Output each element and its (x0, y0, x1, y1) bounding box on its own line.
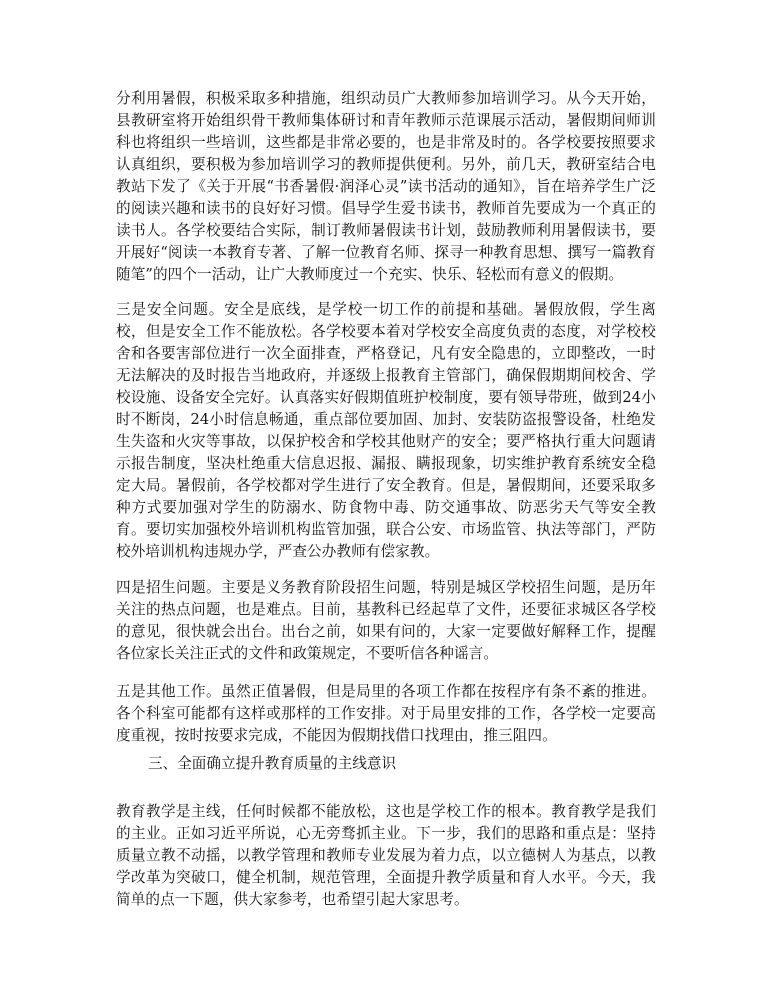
paragraph-other-work: 五是其他工作。虽然正值暑假，但是局里的各项工作都在按程序有条不紊的推进。各个科室可能都有这样或那样的工作安排。对于局里安排的工作，各学校一定要高度重视，按时按要求完成，不能因为假期找借口找理由，推三阻四。 (116, 683, 656, 744)
paragraph-training: 分利用暑假，积极采取多种措施，组织动员广大教师参加培训学习。从今天开始，县教研室将开始组织骨干教师集体研讨和青年教师示范课展示活动，暑假期间师训科也将组织一些培训，这些都是非常必要的，也是非常及时的。各学校要按照要求认真组织，要积极为参加培训学习的教师提供便利。另外，前几天，教研室结合电教站下发了《关于开展“书香暑假·润泽心灵”读书活动的通知》，旨在培养学生广泛的阅读兴趣和读书的良好好习惯。倡导学生爱书读书，教师首先要成为一个真正的读书人。各学校要结合实际，制订教师暑假读书计划，鼓励教师利用暑假读书，要开展好“阅读一本教育专著、了解一位教育名师、探寻一种教育思想、撰写一篇教育随笔”的四个一活动，让广大教师度过一个充实、快乐、轻松而有意义的假期。 (116, 90, 656, 283)
paragraph-safety: 三是安全问题。安全是底线，是学校一切工作的前提和基础。暑假放假，学生离校，但是安全工作不能放松。各学校要本着对学校安全高度负责的态度，对学校校舍和各要害部位进行一次全面排查，严格登记，凡有安全隐患的，立即整改，一时无法解决的及时报告当地政府，并逐级上报教育主管部门，确保假期期间校舍、学校设施、设备安全完好。认真落实好假期值班护校制度，要有领导带班，做到24小时不断岗，24小时信息畅通，重点部位要加固、加封、安装防盗报警设备，杜绝发生失盗和火灾等事故，以保护校舍和学校其他财产的安全；要严格执行重大问题请示报告制度，坚决杜绝重大信息迟报、漏报、瞒报现象，切实维护教育系统安全稳定大局。暑假前，各学校都对学生进行了安全教育。但是，暑假期间，还要采取多种方式要加强对学生的防溺水、防食物中毒、防交通事故、防恶劣天气等安全教育。要切实加强校外培训机构监管加强，联合公安、市场监管、执法等部门，严防校外培训机构违规办学，严查公办教师有偿家教。 (116, 301, 656, 560)
paragraph-enrollment: 四是招生问题。主要是义务教育阶段招生问题，特别是城区学校招生问题，是历年关注的热点问题，也是难点。目前，基教科已经起草了文件，还要征求城区各学校的意见，很快就会出台。出台之前，如果有问的，大家一定要做好解释工作，提醒各位家长关注正式的文件和政策规定，不要听信各种谣言。 (116, 579, 656, 662)
section-heading: 三、全面确立提升教育质量的主线意识 (148, 755, 397, 772)
paragraph-teaching: 教育教学是主线，任何时候都不能放松，这也是学校工作的根本。教育教学是我们的主业。正如习近平所说，心无旁骛抓主业。下一步，我们的思路和重点是：坚持质量立教不动摇，以教学管理和教师专业发展为着力点，以立德树人为基点，以教学改革为突破口，健全机制，规范管理，全面提升教学质量和育人水平。今天，我简单的点一下题，供大家参考，也希望引起大家思考。 (116, 803, 656, 908)
